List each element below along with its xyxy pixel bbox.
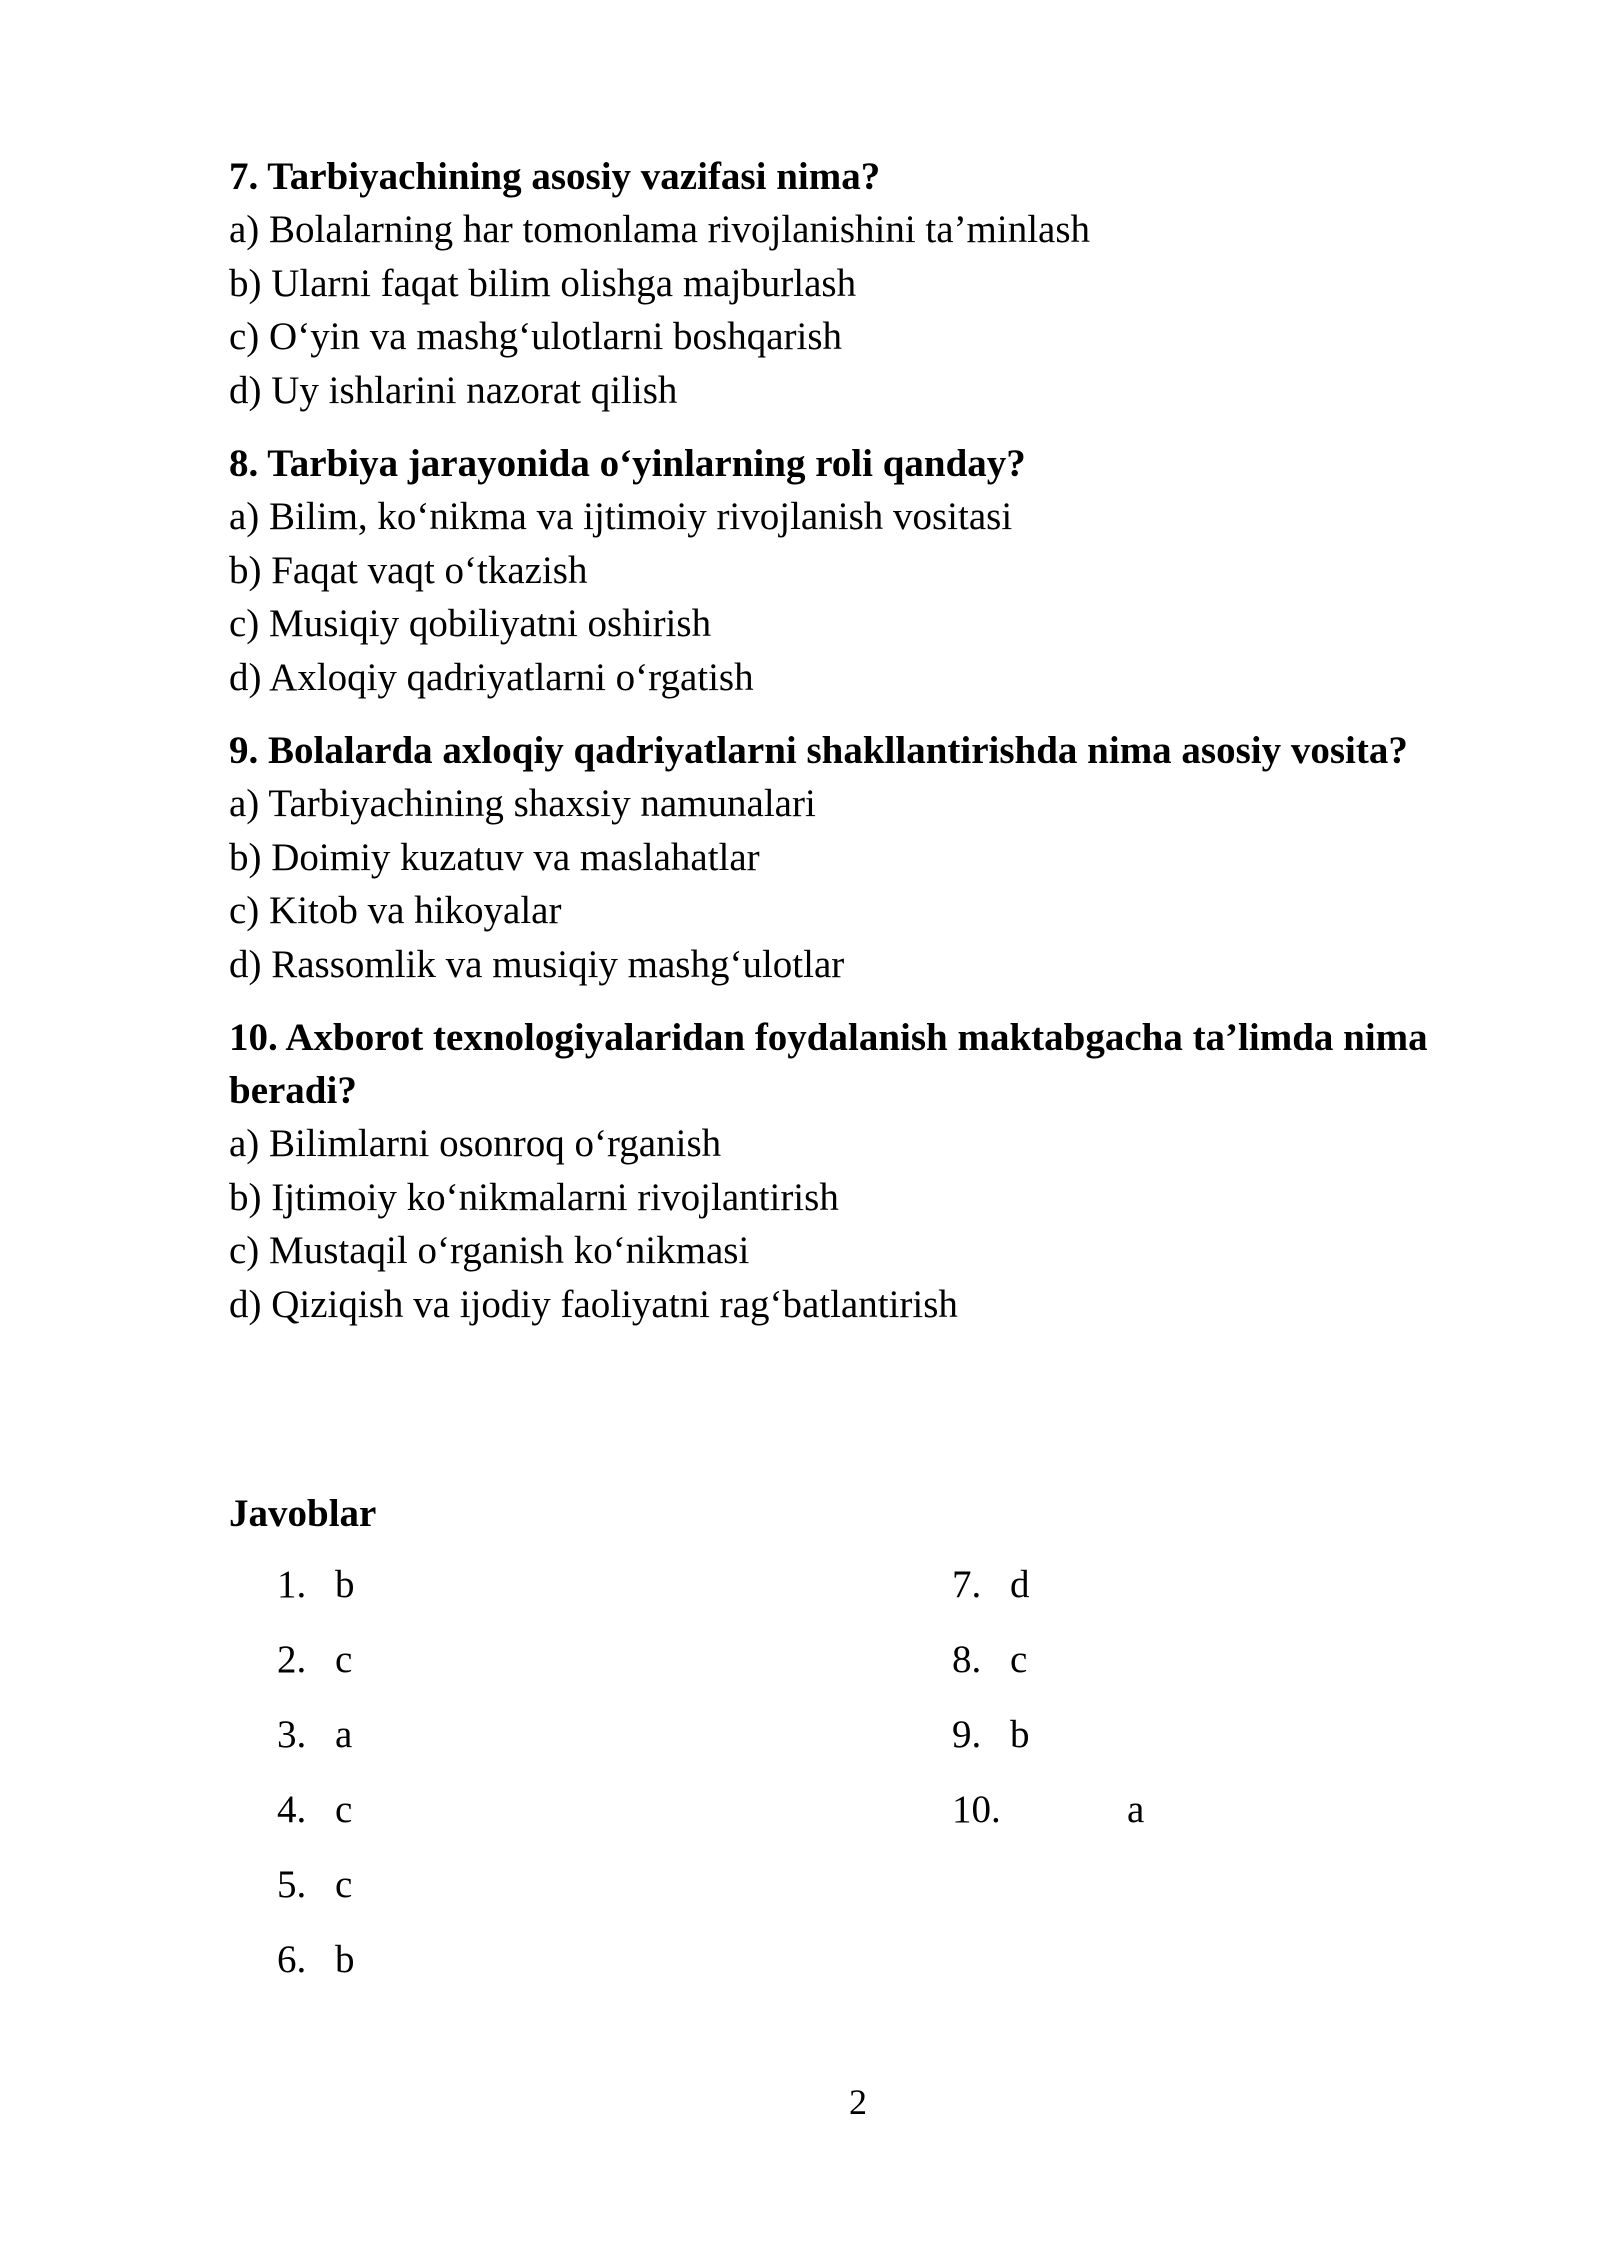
answer-number: 9. xyxy=(952,1713,982,1756)
answer-item xyxy=(952,1708,1030,1783)
question-8 xyxy=(229,437,1469,704)
answers-list-left xyxy=(277,1558,355,2008)
answer-number: 8. xyxy=(952,1638,982,1681)
answer-value: b xyxy=(335,1563,355,1606)
option-d: d) Uy ishlarini nazorat qilish xyxy=(229,368,678,412)
answer-item xyxy=(277,1558,355,1633)
answer-number: 3. xyxy=(277,1713,307,1756)
answer-value: c xyxy=(335,1788,353,1831)
answers-heading: Javoblar xyxy=(229,1492,377,1535)
answer-item xyxy=(277,1933,355,2008)
answer-item xyxy=(277,1783,353,1858)
question-title: 8. Tarbiya jarayonida o‘yinlarning roli qanday? xyxy=(229,442,1026,485)
answer-value: c xyxy=(335,1863,353,1906)
answer-item xyxy=(277,1708,353,1783)
answer-item xyxy=(277,1858,353,1933)
answer-number: 2. xyxy=(277,1638,307,1681)
page-number: 2 xyxy=(849,2082,867,2122)
option-b: b) Ijtimoiy ko‘nikmalarni rivojlantirish xyxy=(229,1175,839,1219)
question-title: 10. Axborot texnologiyalaridan foydalanish maktabgacha ta’limda nima beradi? xyxy=(229,1016,1428,1112)
option-d: d) Qiziqish va ijodiy faoliyatni rag‘batlantirish xyxy=(229,1282,958,1326)
answer-value: a xyxy=(1127,1788,1145,1831)
option-b: b) Faqat vaqt o‘tkazish xyxy=(229,548,588,592)
answer-number: 10. xyxy=(952,1788,1001,1831)
answer-number: 5. xyxy=(277,1863,307,1906)
answer-value: b xyxy=(335,1938,355,1981)
answer-number: 1. xyxy=(277,1563,307,1606)
option-d: d) Axloqiy qadriyatlarni o‘rgatish xyxy=(229,655,754,699)
answers-list-right xyxy=(952,1558,1145,1858)
question-7 xyxy=(229,150,1469,417)
answer-number: 4. xyxy=(277,1788,307,1831)
answer-value: d xyxy=(1010,1563,1030,1606)
answer-value: c xyxy=(335,1638,353,1681)
answer-value: a xyxy=(335,1713,353,1756)
option-c: c) O‘yin va mashg‘ulotlarni boshqarish xyxy=(229,315,843,358)
answer-item xyxy=(952,1558,1030,1633)
question-9 xyxy=(229,724,1469,991)
answer-item xyxy=(277,1633,353,1708)
answer-item xyxy=(952,1633,1028,1708)
option-d: d) Rassomlik va musiqiy mashg‘ulotlar xyxy=(229,942,845,986)
questions-section xyxy=(229,150,1469,1331)
answer-item xyxy=(952,1783,1145,1858)
question-title: 7. Tarbiyachining asosiy vazifasi nima? xyxy=(229,155,881,198)
option-a: a) Tarbiyachining shaxsiy namunalari xyxy=(229,782,816,825)
answer-value: b xyxy=(1010,1713,1030,1756)
option-c: c) Kitob va hikoyalar xyxy=(229,889,562,932)
question-10 xyxy=(229,1011,1469,1331)
option-c: c) Mustaqil o‘rganish ko‘nikmasi xyxy=(229,1229,750,1272)
option-c: c) Musiqiy qobiliyatni oshirish xyxy=(229,602,712,645)
answer-number: 6. xyxy=(277,1938,307,1981)
option-b: b) Ularni faqat bilim olishga majburlash xyxy=(229,261,857,305)
question-title: 9. Bolalarda axloqiy qadriyatlarni shakllantirishda nima asosiy vosita? xyxy=(229,729,1408,772)
answer-value: c xyxy=(1010,1638,1028,1681)
option-a: a) Bolalarning har tomonlama rivojlanishini ta’minlash xyxy=(229,208,1091,251)
option-b: b) Doimiy kuzatuv va maslahatlar xyxy=(229,835,760,879)
answer-number: 7. xyxy=(952,1563,982,1606)
option-a: a) Bilim, ko‘nikma va ijtimoiy rivojlanish vositasi xyxy=(229,495,1013,538)
option-a: a) Bilimlarni osonroq o‘rganish xyxy=(229,1122,722,1165)
